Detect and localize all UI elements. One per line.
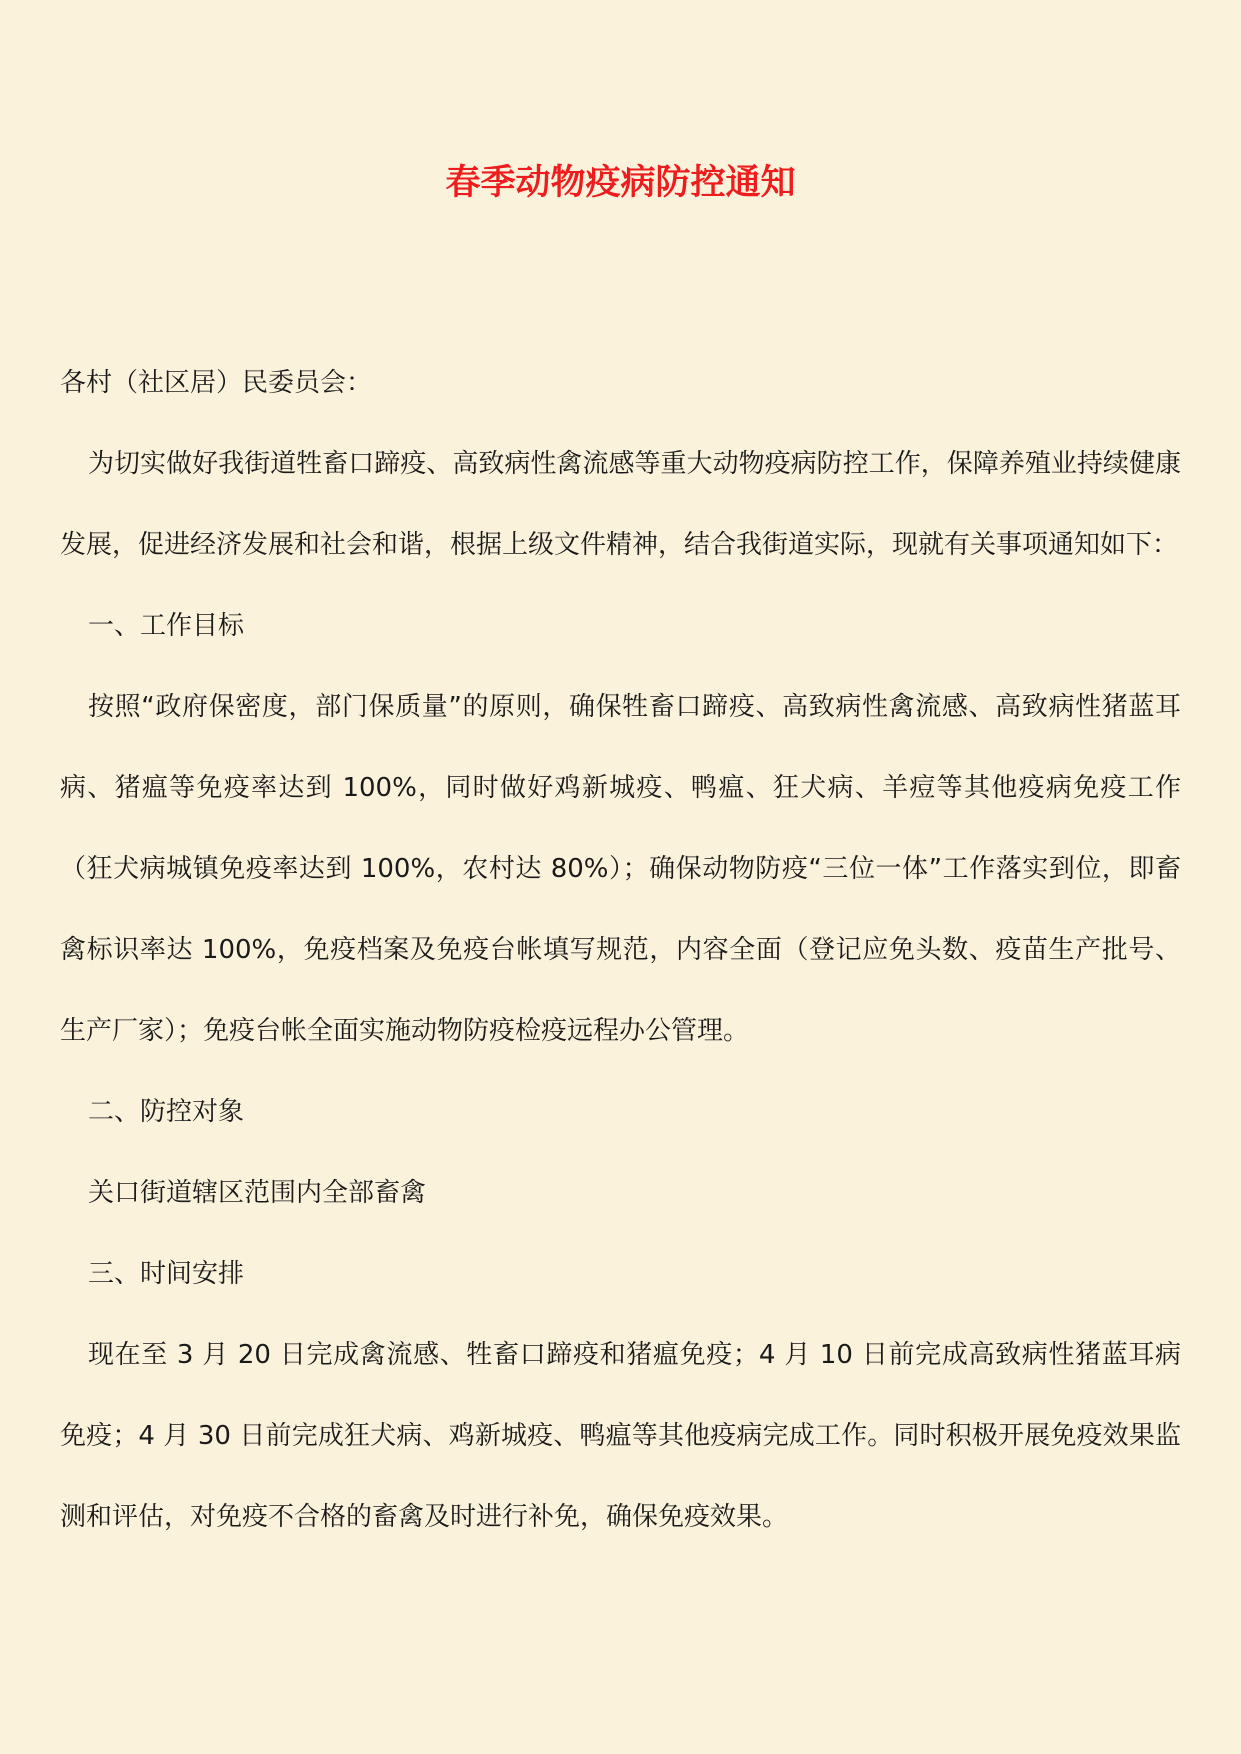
- section-heading-goals: 一、工作目标: [88, 611, 245, 641]
- goals-paragraph: 按照“政府保密度，部门保质量”的原则，确保牲畜口蹄疫、高致病性禽流感、高致病性猪蓝耳病、猪瘟等免疫率达到 100%，同时做好鸡新城疫、鸭瘟、狂犬病、羊痘等其他疫病免疫工作（狂犬病城镇免疫率达到 100%，农村达 80%）；确保动物防疫“三位一体”工作落实到位，即畜禽标识率达 100%，免疫档案及免疫台帐填写规范，内容全面（登记应免头数、疫苗生产批号、生产厂家）；免疫台帐全面实施动物防疫检疫远程办公管理。: [60, 692, 1181, 1046]
- salutation: 各村（社区居）民委员会：: [60, 368, 373, 398]
- document-title: 春季动物疫病防控通知: [445, 162, 796, 203]
- intro-paragraph: 为切实做好我街道牲畜口蹄疫、高致病性禽流感等重大动物疫病防控工作，保障养殖业持续健康发展，促进经济发展和社会和谐，根据上级文件精神，结合我街道实际，现就有关事项通知如下：: [60, 449, 1181, 560]
- section-heading-schedule: 三、时间安排: [88, 1259, 245, 1289]
- section-heading-targets: 二、防控对象: [88, 1097, 245, 1127]
- targets-paragraph: 关口街道辖区范围内全部畜禽: [88, 1178, 427, 1208]
- schedule-paragraph: 现在至 3 月 20 日完成禽流感、牲畜口蹄疫和猪瘟免疫；4 月 10 日前完成高致病性猪蓝耳病免疫；4 月 30 日前完成狂犬病、鸡新城疫、鸭瘟等其他疫病完成工作。同时积极开展免疫效果监测和评估，对免疫不合格的畜禽及时进行补免，确保免疫效果。: [60, 1340, 1181, 1532]
- document-body: [60, 343, 1181, 1558]
